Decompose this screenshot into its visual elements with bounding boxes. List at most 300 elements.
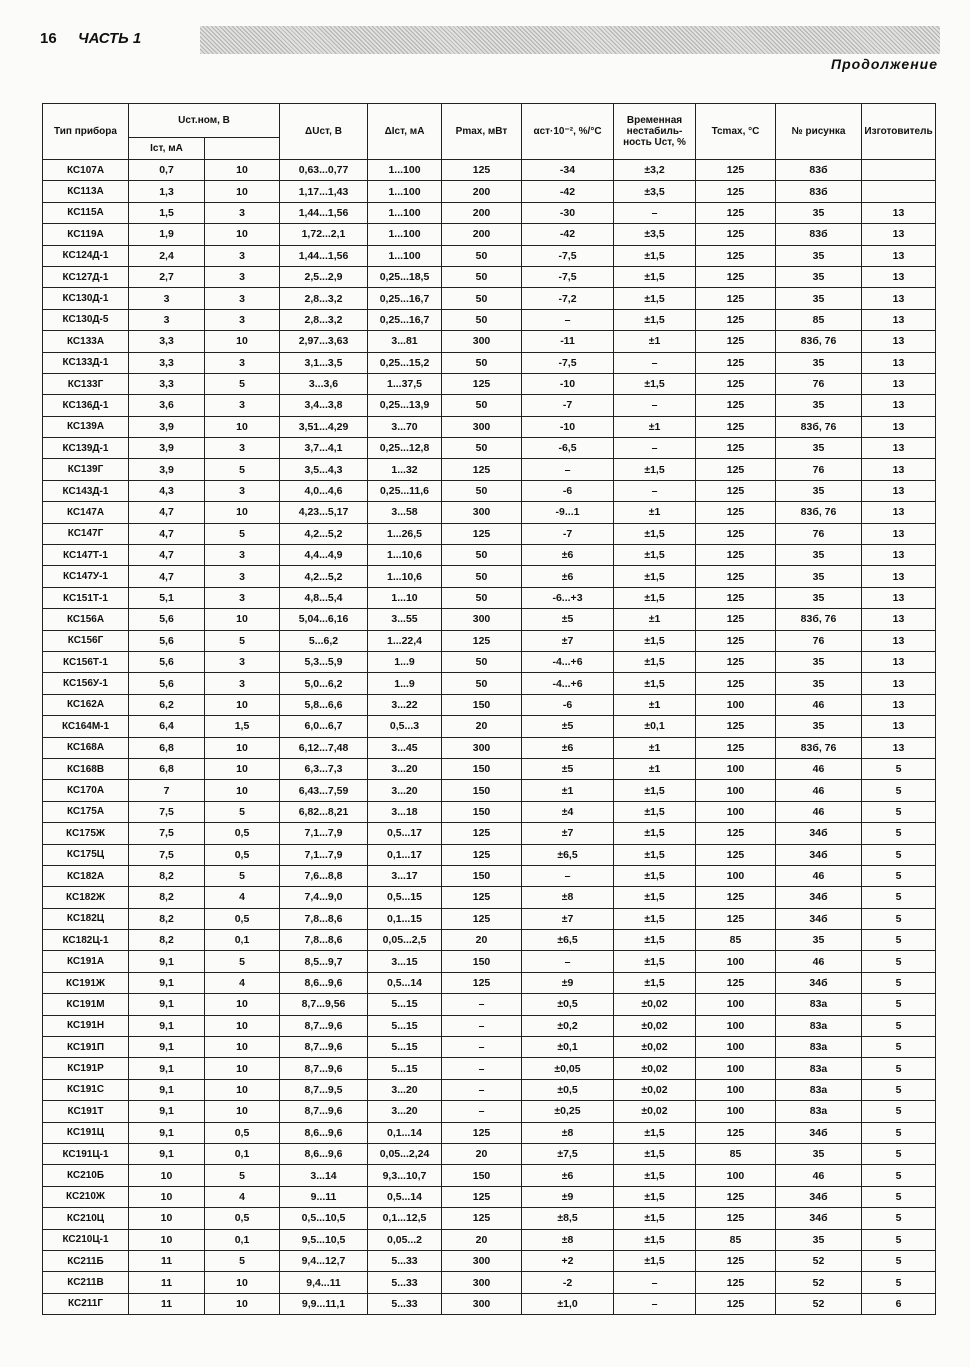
cell-type: КС191М — [43, 994, 129, 1015]
cell-pmax: 50 — [442, 587, 522, 608]
cell-maker: 13 — [862, 480, 936, 501]
cell-duct: 1,72...2,1 — [280, 224, 368, 245]
cell-ict: 0,1 — [205, 1143, 280, 1164]
table-row — [43, 930, 936, 951]
cell-duct: 1,17...1,43 — [280, 181, 368, 202]
cell-alpha: -2 — [522, 1272, 614, 1293]
cell-dict: 3...20 — [368, 780, 442, 801]
cell-duct: 1,44...1,56 — [280, 202, 368, 223]
cell-fig: 76 — [776, 630, 862, 651]
cell-instab: ±1,5 — [614, 844, 696, 865]
cell-alpha: -10 — [522, 373, 614, 394]
table-row — [43, 224, 936, 245]
cell-instab: ±1,5 — [614, 865, 696, 886]
cell-instab: ±1,5 — [614, 1208, 696, 1229]
cell-instab: ±0,02 — [614, 994, 696, 1015]
cell-dict: 5...15 — [368, 994, 442, 1015]
cell-alpha: ±8,5 — [522, 1208, 614, 1229]
cell-alpha: – — [522, 459, 614, 480]
table-row — [43, 908, 936, 929]
cell-fig: 34б — [776, 1208, 862, 1229]
table-row — [43, 373, 936, 394]
table-row — [43, 395, 936, 416]
cell-pmax: 125 — [442, 1122, 522, 1143]
cell-fig: 46 — [776, 801, 862, 822]
cell-uct: 3,9 — [129, 459, 205, 480]
cell-maker: 13 — [862, 416, 936, 437]
cell-tmax: 125 — [696, 416, 776, 437]
cell-fig: 83а — [776, 1058, 862, 1079]
cell-dict: 0,25...16,7 — [368, 309, 442, 330]
cell-fig: 34б — [776, 1186, 862, 1207]
cell-instab: ±1,5 — [614, 545, 696, 566]
table-row — [43, 480, 936, 501]
table-row — [43, 288, 936, 309]
cell-fig: 34б — [776, 908, 862, 929]
cell-pmax: 150 — [442, 1165, 522, 1186]
cell-fig: 76 — [776, 459, 862, 480]
cell-pmax: 125 — [442, 523, 522, 544]
cell-pmax: 50 — [442, 288, 522, 309]
cell-ict: 10 — [205, 1101, 280, 1122]
cell-dict: 0,05...2,24 — [368, 1143, 442, 1164]
table-row — [43, 160, 936, 181]
table-row — [43, 1272, 936, 1293]
table-row — [43, 994, 936, 1015]
cell-ict: 3 — [205, 587, 280, 608]
cell-duct: 3,51...4,29 — [280, 416, 368, 437]
cell-maker: 13 — [862, 587, 936, 608]
cell-alpha: ±7 — [522, 908, 614, 929]
cell-fig: 76 — [776, 523, 862, 544]
cell-type: КС147Т-1 — [43, 545, 129, 566]
cell-type: КС156У-1 — [43, 673, 129, 694]
cell-ict: 3 — [205, 566, 280, 587]
table-row — [43, 1208, 936, 1229]
cell-pmax: 125 — [442, 373, 522, 394]
cell-pmax: 20 — [442, 930, 522, 951]
cell-instab: ±1,5 — [614, 651, 696, 672]
cell-uct: 10 — [129, 1186, 205, 1207]
cell-instab: ±1 — [614, 609, 696, 630]
cell-uct: 3,3 — [129, 331, 205, 352]
cell-duct: 2,8...3,2 — [280, 309, 368, 330]
cell-dict: 0,5...15 — [368, 887, 442, 908]
cell-uct: 3,9 — [129, 416, 205, 437]
cell-uct: 7,5 — [129, 801, 205, 822]
cell-alpha: ±0,1 — [522, 1037, 614, 1058]
cell-ict: 3 — [205, 673, 280, 694]
cell-duct: 4,2...5,2 — [280, 523, 368, 544]
cell-alpha: -42 — [522, 224, 614, 245]
table-row — [43, 1037, 936, 1058]
cell-type: КС210Б — [43, 1165, 129, 1186]
cell-duct: 8,7...9,6 — [280, 1037, 368, 1058]
cell-alpha: ±5 — [522, 758, 614, 779]
table-row — [43, 1186, 936, 1207]
cell-alpha: ±5 — [522, 716, 614, 737]
cell-dict: 0,5...14 — [368, 972, 442, 993]
cell-ict: 10 — [205, 1015, 280, 1036]
cell-duct: 8,6...9,6 — [280, 972, 368, 993]
header-manufacturer: Изготовитель — [862, 104, 936, 160]
cell-duct: 8,7...9,6 — [280, 1015, 368, 1036]
cell-alpha: ±6 — [522, 566, 614, 587]
cell-fig: 35 — [776, 266, 862, 287]
cell-maker — [862, 181, 936, 202]
cell-alpha: ±0,25 — [522, 1101, 614, 1122]
table-row — [43, 309, 936, 330]
cell-uct: 8,2 — [129, 887, 205, 908]
cell-ict: 3 — [205, 438, 280, 459]
cell-fig: 52 — [776, 1250, 862, 1271]
cell-ict: 10 — [205, 160, 280, 181]
cell-maker: 5 — [862, 780, 936, 801]
table-row — [43, 1143, 936, 1164]
cell-ict: 4 — [205, 972, 280, 993]
cell-uct: 9,1 — [129, 1122, 205, 1143]
table-row — [43, 1058, 936, 1079]
cell-pmax: 125 — [442, 1186, 522, 1207]
cell-alpha: -30 — [522, 202, 614, 223]
cell-fig: 46 — [776, 694, 862, 715]
cell-tmax: 125 — [696, 587, 776, 608]
header-pmax: Pmax, мВт — [442, 104, 522, 160]
cell-ict: 0,5 — [205, 1208, 280, 1229]
cell-duct: 8,7...9,5 — [280, 1079, 368, 1100]
cell-uct: 3,9 — [129, 438, 205, 459]
cell-dict: 0,1...12,5 — [368, 1208, 442, 1229]
cell-maker: 5 — [862, 930, 936, 951]
cell-tmax: 125 — [696, 288, 776, 309]
cell-ict: 3 — [205, 288, 280, 309]
cell-type: КС182Ж — [43, 887, 129, 908]
cell-dict: 3...20 — [368, 758, 442, 779]
cell-uct: 10 — [129, 1165, 205, 1186]
table-row — [43, 331, 936, 352]
cell-pmax: 300 — [442, 1250, 522, 1271]
cell-tmax: 85 — [696, 1143, 776, 1164]
cell-uct: 6,8 — [129, 758, 205, 779]
cell-dict: 1...10 — [368, 587, 442, 608]
cell-dict: 0,1...17 — [368, 844, 442, 865]
cell-dict: 3...55 — [368, 609, 442, 630]
cell-alpha: -6,5 — [522, 438, 614, 459]
cell-type: КС107А — [43, 160, 129, 181]
cell-duct: 8,7...9,6 — [280, 1058, 368, 1079]
cell-ict: 3 — [205, 651, 280, 672]
cell-uct: 9,1 — [129, 994, 205, 1015]
cell-alpha: +2 — [522, 1250, 614, 1271]
cell-pmax: 125 — [442, 887, 522, 908]
cell-pmax: 125 — [442, 160, 522, 181]
table-row — [43, 694, 936, 715]
cell-ict: 5 — [205, 523, 280, 544]
cell-ict: 0,1 — [205, 930, 280, 951]
cell-instab: ±1,5 — [614, 780, 696, 801]
cell-instab: ±1 — [614, 331, 696, 352]
cell-instab: ±1,5 — [614, 523, 696, 544]
cell-uct: 8,2 — [129, 908, 205, 929]
cell-dict: 1...10,6 — [368, 545, 442, 566]
cell-pmax: 125 — [442, 823, 522, 844]
cell-ict: 10 — [205, 994, 280, 1015]
cell-alpha: ±8 — [522, 887, 614, 908]
cell-alpha: ±1,0 — [522, 1293, 614, 1314]
table-row — [43, 1101, 936, 1122]
cell-dict: 0,25...11,6 — [368, 480, 442, 501]
cell-maker: 5 — [862, 801, 936, 822]
cell-maker: 5 — [862, 1186, 936, 1207]
cell-dict: 1...100 — [368, 245, 442, 266]
cell-type: КС133Д-1 — [43, 352, 129, 373]
table-row — [43, 587, 936, 608]
cell-maker: 5 — [862, 1229, 936, 1250]
cell-uct: 4,3 — [129, 480, 205, 501]
cell-uct: 9,1 — [129, 1037, 205, 1058]
cell-duct: 3,7...4,1 — [280, 438, 368, 459]
cell-alpha: -7,5 — [522, 352, 614, 373]
cell-fig: 35 — [776, 587, 862, 608]
cell-type: КС191Т — [43, 1101, 129, 1122]
cell-fig: 85 — [776, 309, 862, 330]
cell-tmax: 100 — [696, 1058, 776, 1079]
cell-fig: 35 — [776, 566, 862, 587]
cell-fig: 46 — [776, 951, 862, 972]
cell-fig: 83б — [776, 181, 862, 202]
header-duct: ΔUст, В — [280, 104, 368, 160]
cell-tmax: 125 — [696, 523, 776, 544]
cell-instab: ±0,02 — [614, 1058, 696, 1079]
cell-uct: 6,8 — [129, 737, 205, 758]
cell-instab: – — [614, 395, 696, 416]
cell-pmax: 150 — [442, 865, 522, 886]
cell-alpha: ±6 — [522, 545, 614, 566]
cell-type: КС182А — [43, 865, 129, 886]
cell-dict: 3...45 — [368, 737, 442, 758]
cell-instab: – — [614, 202, 696, 223]
cell-uct: 6,2 — [129, 694, 205, 715]
cell-duct: 1,44...1,56 — [280, 245, 368, 266]
cell-instab: ±1,5 — [614, 288, 696, 309]
cell-pmax: 125 — [442, 972, 522, 993]
cell-maker: 13 — [862, 288, 936, 309]
cell-dict: 1...22,4 — [368, 630, 442, 651]
cell-maker — [862, 160, 936, 181]
table-row — [43, 630, 936, 651]
table-row — [43, 202, 936, 223]
cell-instab: ±1,5 — [614, 1186, 696, 1207]
table-row — [43, 1015, 936, 1036]
cell-ict: 0,5 — [205, 823, 280, 844]
cell-pmax: – — [442, 1058, 522, 1079]
cell-ict: 10 — [205, 780, 280, 801]
cell-duct: 2,97...3,63 — [280, 331, 368, 352]
cell-tmax: 100 — [696, 780, 776, 801]
cell-pmax: 50 — [442, 266, 522, 287]
cell-tmax: 125 — [696, 1272, 776, 1293]
cell-tmax: 100 — [696, 1101, 776, 1122]
cell-alpha: -4...+6 — [522, 673, 614, 694]
cell-fig: 34б — [776, 823, 862, 844]
cell-alpha: ±0,2 — [522, 1015, 614, 1036]
cell-maker: 13 — [862, 566, 936, 587]
cell-alpha: -7,2 — [522, 288, 614, 309]
cell-instab: ±1,5 — [614, 801, 696, 822]
cell-type: КС156А — [43, 609, 129, 630]
cell-fig: 35 — [776, 1143, 862, 1164]
cell-instab: ±3,5 — [614, 224, 696, 245]
cell-fig: 83б, 76 — [776, 737, 862, 758]
cell-tmax: 125 — [696, 737, 776, 758]
cell-tmax: 100 — [696, 694, 776, 715]
cell-ict: 5 — [205, 373, 280, 394]
cell-duct: 5,8...6,6 — [280, 694, 368, 715]
cell-tmax: 125 — [696, 823, 776, 844]
cell-duct: 9,9...11,1 — [280, 1293, 368, 1314]
cell-fig: 52 — [776, 1293, 862, 1314]
cell-tmax: 125 — [696, 395, 776, 416]
cell-maker: 5 — [862, 972, 936, 993]
cell-fig: 35 — [776, 245, 862, 266]
cell-alpha: ±7 — [522, 823, 614, 844]
cell-type: КС147А — [43, 502, 129, 523]
cell-ict: 3 — [205, 266, 280, 287]
cell-dict: 0,25...13,9 — [368, 395, 442, 416]
cell-tmax: 125 — [696, 1186, 776, 1207]
cell-instab: ±0,02 — [614, 1101, 696, 1122]
cell-instab: ±1,5 — [614, 1250, 696, 1271]
cell-fig: 76 — [776, 373, 862, 394]
cell-duct: 0,5...10,5 — [280, 1208, 368, 1229]
cell-type: КС175Ж — [43, 823, 129, 844]
cell-type: КС191А — [43, 951, 129, 972]
cell-instab: ±1 — [614, 694, 696, 715]
cell-fig: 34б — [776, 887, 862, 908]
cell-maker: 13 — [862, 502, 936, 523]
cell-ict: 0,5 — [205, 908, 280, 929]
cell-tmax: 125 — [696, 1293, 776, 1314]
cell-ict: 3 — [205, 480, 280, 501]
cell-alpha: -6 — [522, 694, 614, 715]
cell-type: КС139Д-1 — [43, 438, 129, 459]
header-shading — [200, 26, 940, 54]
cell-pmax: – — [442, 1079, 522, 1100]
cell-fig: 83б — [776, 160, 862, 181]
cell-maker: 5 — [862, 887, 936, 908]
cell-duct: 4,8...5,4 — [280, 587, 368, 608]
cell-dict: 1...37,5 — [368, 373, 442, 394]
cell-instab: ±0,1 — [614, 716, 696, 737]
cell-tmax: 125 — [696, 630, 776, 651]
table-row — [43, 1122, 936, 1143]
cell-dict: 0,05...2,5 — [368, 930, 442, 951]
cell-fig: 35 — [776, 1229, 862, 1250]
cell-maker: 13 — [862, 673, 936, 694]
table-row — [43, 352, 936, 373]
cell-uct: 9,1 — [129, 951, 205, 972]
cell-instab: ±1,5 — [614, 908, 696, 929]
cell-maker: 5 — [862, 1037, 936, 1058]
cell-tmax: 125 — [696, 266, 776, 287]
cell-dict: 0,5...3 — [368, 716, 442, 737]
cell-ict: 10 — [205, 181, 280, 202]
cell-ict: 10 — [205, 758, 280, 779]
cell-pmax: 50 — [442, 395, 522, 416]
cell-dict: 1...100 — [368, 224, 442, 245]
cell-fig: 35 — [776, 202, 862, 223]
header-type: Тип прибора — [43, 104, 129, 160]
table-row — [43, 673, 936, 694]
cell-pmax: 50 — [442, 545, 522, 566]
cell-type: КС168В — [43, 758, 129, 779]
cell-pmax: – — [442, 1101, 522, 1122]
cell-fig: 83б, 76 — [776, 416, 862, 437]
cell-dict: 5...15 — [368, 1037, 442, 1058]
cell-tmax: 100 — [696, 1079, 776, 1100]
cell-dict: 9,3...10,7 — [368, 1165, 442, 1186]
cell-uct: 7,5 — [129, 844, 205, 865]
cell-instab: ±1 — [614, 416, 696, 437]
cell-alpha: ±6 — [522, 737, 614, 758]
cell-instab: ±3,5 — [614, 181, 696, 202]
cell-duct: 4,23...5,17 — [280, 502, 368, 523]
cell-ict: 5 — [205, 801, 280, 822]
cell-maker: 13 — [862, 224, 936, 245]
cell-maker: 5 — [862, 844, 936, 865]
cell-alpha: -9...1 — [522, 502, 614, 523]
cell-uct: 2,4 — [129, 245, 205, 266]
cell-tmax: 100 — [696, 994, 776, 1015]
cell-uct: 8,2 — [129, 930, 205, 951]
header-dict: ΔIст, мА — [368, 104, 442, 160]
cell-duct: 7,8...8,6 — [280, 930, 368, 951]
part-title: ЧАСТЬ 1 — [78, 30, 142, 47]
cell-instab: ±1 — [614, 737, 696, 758]
cell-uct: 9,1 — [129, 1079, 205, 1100]
cell-tmax: 125 — [696, 844, 776, 865]
cell-alpha: ±6 — [522, 1165, 614, 1186]
cell-fig: 35 — [776, 288, 862, 309]
cell-maker: 5 — [862, 865, 936, 886]
cell-type: КС156Г — [43, 630, 129, 651]
cell-duct: 3,4...3,8 — [280, 395, 368, 416]
cell-instab: ±1,5 — [614, 1122, 696, 1143]
cell-uct: 10 — [129, 1208, 205, 1229]
table-row — [43, 716, 936, 737]
cell-pmax: 50 — [442, 480, 522, 501]
cell-fig: 35 — [776, 545, 862, 566]
table-row — [43, 823, 936, 844]
cell-type: КС175А — [43, 801, 129, 822]
cell-pmax: 125 — [442, 844, 522, 865]
cell-tmax: 125 — [696, 224, 776, 245]
cell-dict: 0,25...12,8 — [368, 438, 442, 459]
cell-ict: 3 — [205, 352, 280, 373]
cell-maker: 13 — [862, 309, 936, 330]
cell-fig: 83а — [776, 1015, 862, 1036]
cell-ict: 5 — [205, 951, 280, 972]
cell-type: КС139А — [43, 416, 129, 437]
cell-fig: 83а — [776, 1101, 862, 1122]
cell-alpha: -42 — [522, 181, 614, 202]
cell-type: КС175Ц — [43, 844, 129, 865]
cell-tmax: 125 — [696, 972, 776, 993]
cell-fig: 83б, 76 — [776, 502, 862, 523]
cell-duct: 7,4...9,0 — [280, 887, 368, 908]
cell-uct: 4,7 — [129, 502, 205, 523]
cell-tmax: 125 — [696, 245, 776, 266]
